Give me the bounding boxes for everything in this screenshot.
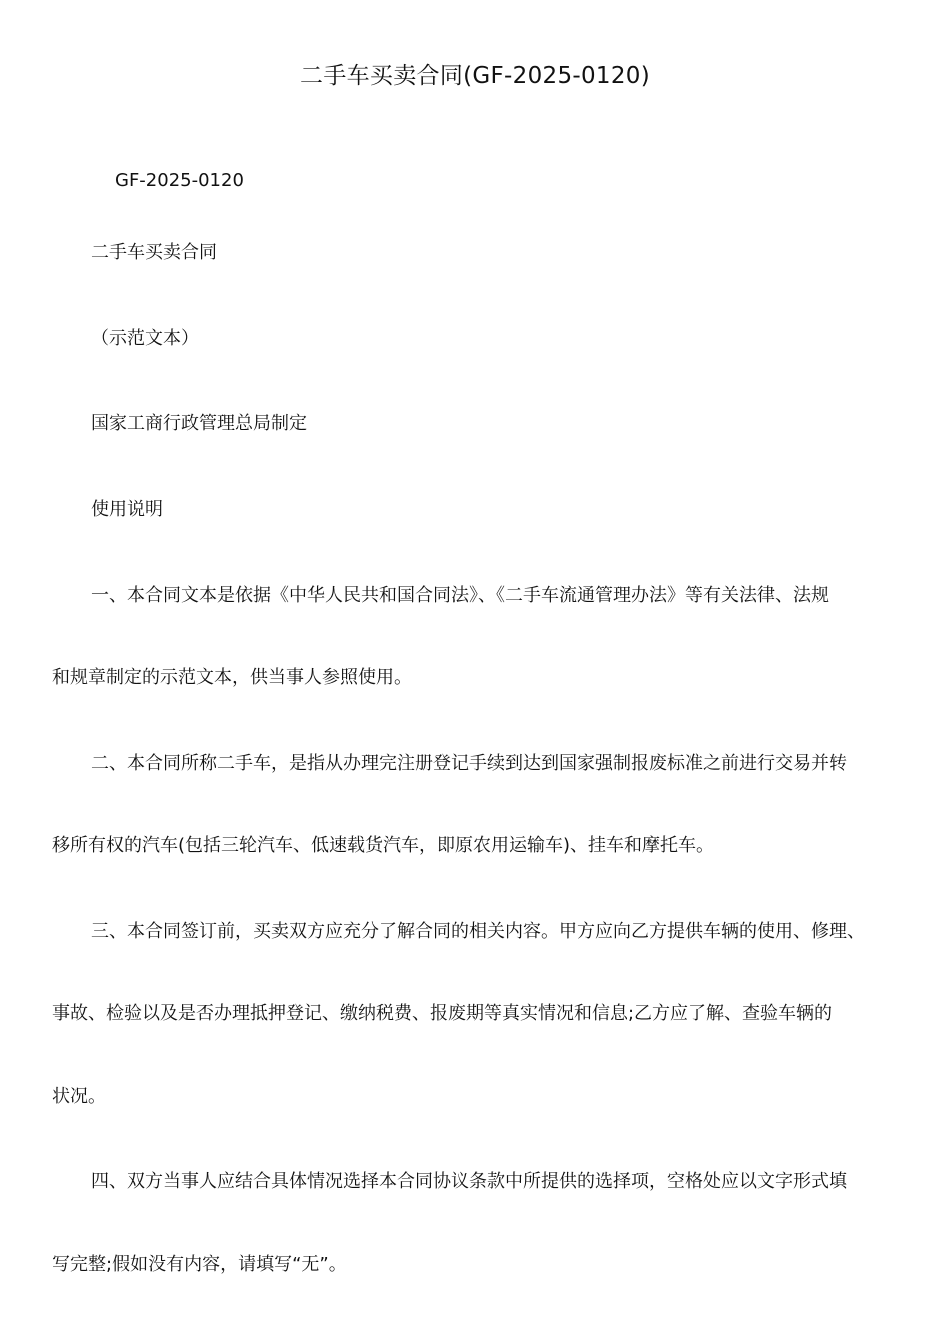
paragraph-line: 三、本合同签订前，买卖双方应充分了解合同的相关内容。甲方应向乙方提供车辆的使用、修理、 — [91, 921, 865, 942]
paragraph-line: 移所有权的汽车(包括三轮汽车、低速载货汽车，即原农用运输车)、挂车和摩托车。 — [52, 835, 715, 856]
paragraph-line: 二、本合同所称二手车，是指从办理完注册登记手续到达到国家强制报废标准之前进行交易并转 — [91, 753, 847, 774]
paragraph-line: 状况。 — [52, 1086, 106, 1107]
text-type-label: （示范文本） — [91, 328, 199, 349]
contract-name: 二手车买卖合同 — [91, 242, 217, 263]
paragraph-line: 四、双方当事人应结合具体情况选择本合同协议条款中所提供的选择项，空格处应以文字形式填 — [91, 1171, 847, 1192]
paragraph-line: 一、本合同文本是依据《中华人民共和国合同法》、《二手车流通管理办法》等有关法律、法规 — [91, 585, 829, 606]
paragraph-line: 事故、检验以及是否办理抵押登记、缴纳税费、报废期等真实情况和信息;乙方应了解、查验车辆的 — [52, 1003, 833, 1024]
paragraph-line: 和规章制定的示范文本，供当事人参照使用。 — [52, 667, 412, 688]
issuer-line: 国家工商行政管理总局制定 — [91, 413, 307, 434]
paragraph-line: 写完整;假如没有内容，请填写“无”。 — [52, 1254, 347, 1275]
usage-heading: 使用说明 — [91, 499, 163, 520]
document-title: 二手车买卖合同(GF-2025-0120) — [300, 63, 650, 89]
contract-code: GF-2025-0120 — [115, 170, 244, 191]
